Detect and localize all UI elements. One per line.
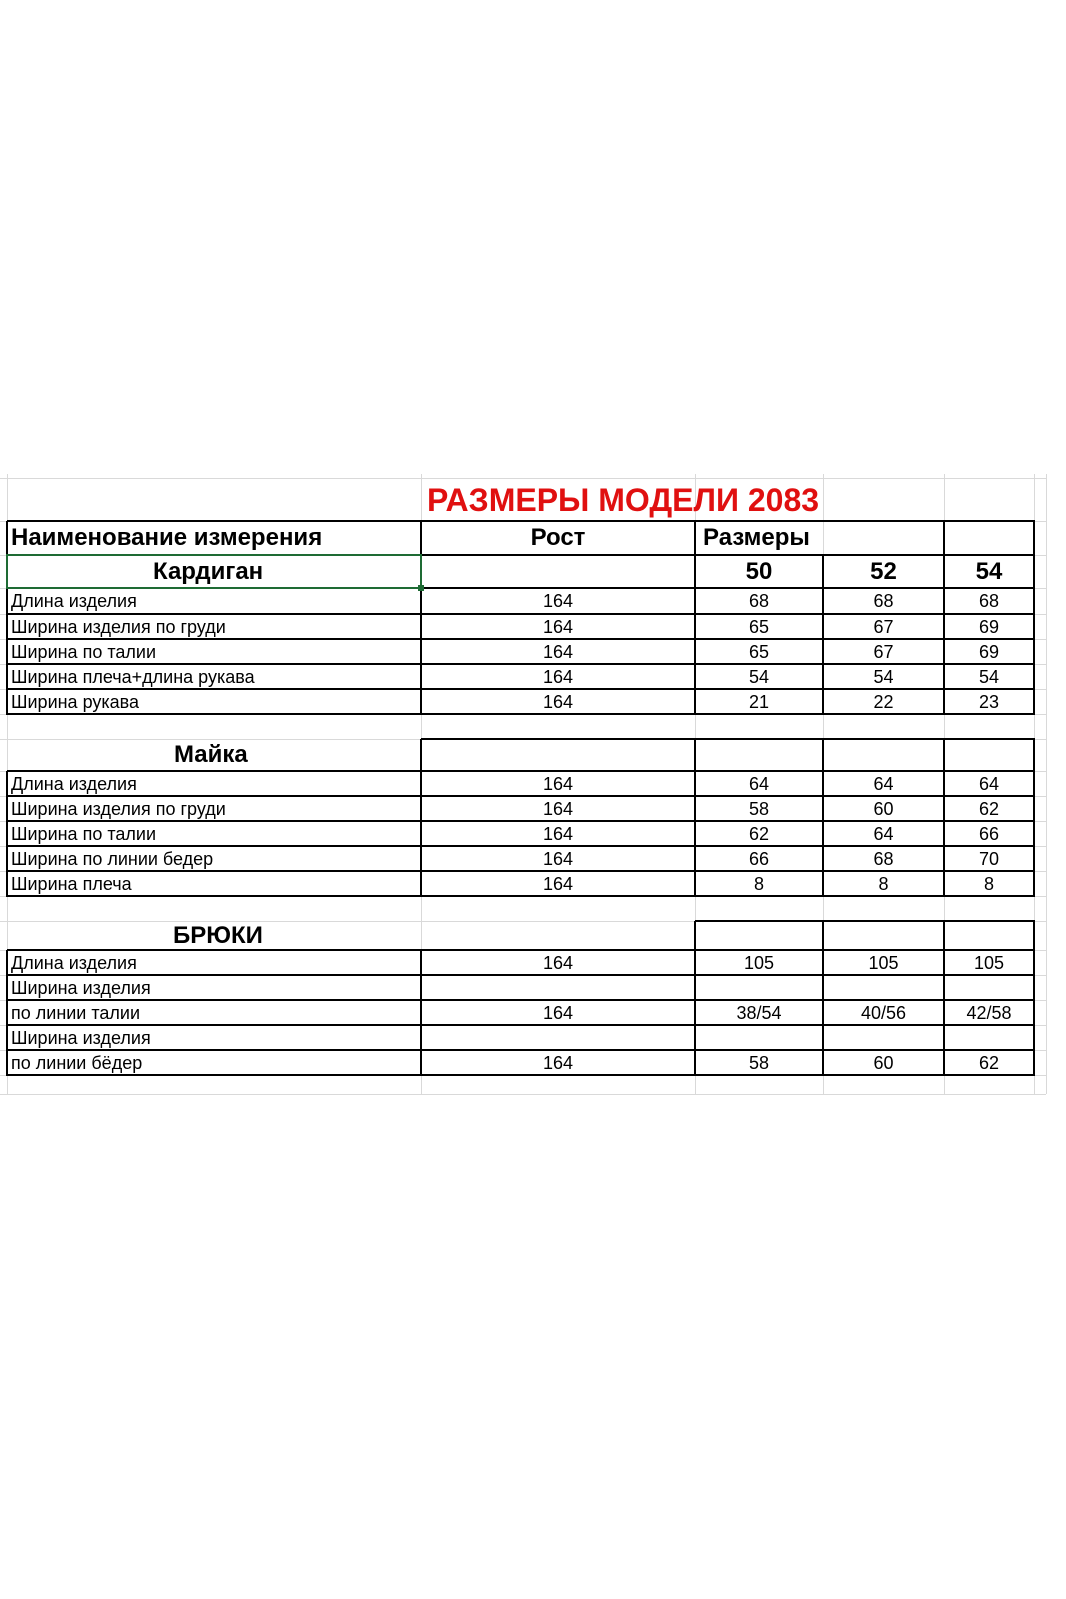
size-value[interactable]: 64 [873, 773, 894, 794]
header-sizes-label[interactable]: Размеры [703, 524, 810, 551]
height-value[interactable] [421, 975, 695, 1000]
table-border-h [7, 520, 1035, 522]
size-value[interactable]: 60 [873, 1052, 894, 1073]
measurement-label[interactable]: Ширина по линии бедер [11, 848, 214, 869]
table-border-h [7, 895, 1035, 897]
table-border-h [7, 845, 1035, 847]
size-value[interactable]: 66 [748, 848, 770, 869]
table-border-h [7, 663, 1035, 665]
size-header[interactable]: 54 [975, 557, 1003, 585]
size-value[interactable]: 69 [978, 616, 1000, 637]
height-value[interactable]: 164 [542, 641, 574, 662]
table-border-v [822, 555, 824, 715]
table-border-h [7, 638, 1035, 640]
measurement-label[interactable]: по линии бёдер [11, 1052, 143, 1073]
table-border-h [7, 974, 1035, 976]
table-border-h [7, 795, 1035, 797]
size-header[interactable]: 50 [745, 557, 773, 585]
size-value[interactable]: 58 [748, 1052, 770, 1073]
table-border-v [420, 739, 422, 897]
size-value[interactable] [944, 975, 1034, 1000]
height-value[interactable]: 164 [542, 798, 574, 819]
size-value[interactable]: 60 [873, 798, 894, 819]
section-name[interactable]: Майка [174, 741, 248, 768]
size-value[interactable]: 23 [978, 691, 1000, 712]
size-value[interactable]: 64 [978, 773, 1000, 794]
size-value[interactable]: 65 [748, 616, 770, 637]
gridline-v [1046, 474, 1047, 1094]
table-border-h [7, 770, 1035, 772]
height-value[interactable]: 164 [542, 773, 574, 794]
measurement-label[interactable]: по линии талии [11, 1002, 141, 1023]
table-border-h [695, 920, 1035, 922]
size-value[interactable]: 64 [873, 823, 894, 844]
size-value[interactable]: 54 [873, 666, 894, 687]
size-value[interactable]: 8 [878, 873, 889, 894]
measurement-label[interactable]: Ширина изделия по груди [11, 616, 226, 637]
height-value[interactable]: 164 [542, 952, 574, 973]
table-border-h [7, 1049, 1035, 1051]
size-value[interactable]: 67 [873, 641, 894, 662]
size-value[interactable]: 68 [978, 591, 1000, 611]
size-value[interactable]: 8 [983, 873, 994, 894]
measurement-label[interactable]: Ширина рукава [11, 691, 140, 712]
header-name-label[interactable]: Наименование измерения [11, 524, 323, 551]
measurement-label[interactable]: Ширина изделия по груди [11, 798, 226, 819]
measurement-label[interactable]: Длина изделия [11, 952, 137, 973]
table-border-v [943, 739, 945, 897]
size-value[interactable]: 62 [748, 823, 770, 844]
measurement-label[interactable]: Ширина изделия [11, 977, 151, 998]
table-border-h [7, 713, 1035, 715]
height-value[interactable]: 164 [542, 591, 574, 611]
height-value[interactable]: 164 [542, 823, 574, 844]
size-value[interactable]: 67 [873, 616, 894, 637]
table-border-v [420, 521, 422, 715]
size-value[interactable]: 54 [978, 666, 1000, 687]
table-border-v [6, 521, 8, 715]
size-value[interactable] [823, 1025, 944, 1050]
size-value[interactable]: 66 [978, 823, 1000, 844]
size-value[interactable]: 22 [873, 691, 894, 712]
size-value[interactable]: 42/58 [966, 1002, 1012, 1023]
table-border-v [420, 950, 422, 1076]
table-border-v [6, 950, 8, 1076]
size-value[interactable]: 58 [748, 798, 770, 819]
section-name[interactable]: Кардиган [153, 557, 264, 585]
measurement-label[interactable]: Ширина по талии [11, 641, 156, 662]
table-border-h [7, 820, 1035, 822]
gridline-h [0, 1094, 1046, 1095]
size-value[interactable]: 68 [748, 591, 770, 611]
active-cell-selection[interactable] [6, 554, 422, 589]
size-value[interactable]: 68 [873, 591, 894, 611]
table-border-h [7, 999, 1035, 1001]
table-border-h [7, 949, 1035, 951]
size-value[interactable]: 38/54 [736, 1002, 782, 1023]
size-value[interactable]: 105 [743, 952, 775, 973]
sheet-title[interactable]: РАЗМЕРЫ МОДЕЛИ 2083 [427, 481, 820, 518]
table-border-v [943, 521, 945, 715]
size-value[interactable] [695, 1025, 823, 1050]
size-value[interactable]: 64 [748, 773, 770, 794]
height-value[interactable]: 164 [542, 848, 574, 869]
size-value[interactable]: 105 [868, 952, 899, 973]
measurement-label[interactable]: Длина изделия [11, 591, 137, 611]
size-value[interactable] [944, 1025, 1034, 1050]
size-value[interactable]: 54 [748, 666, 770, 687]
table-border-v [1033, 739, 1035, 897]
size-value[interactable] [695, 975, 823, 1000]
size-value[interactable]: 69 [978, 641, 1000, 662]
fill-handle[interactable] [418, 585, 424, 591]
table-border-v [694, 521, 696, 715]
height-value[interactable]: 164 [542, 691, 574, 712]
size-value[interactable]: 68 [873, 848, 894, 869]
table-border-h [7, 688, 1035, 690]
table-border-v [6, 771, 8, 897]
header-height-label[interactable]: Рост [530, 524, 586, 551]
size-value[interactable] [823, 975, 944, 1000]
height-value[interactable]: 164 [542, 1002, 574, 1023]
size-value[interactable]: 62 [978, 1052, 1000, 1073]
size-value[interactable]: 105 [973, 952, 1005, 973]
table-border-h [7, 1074, 1035, 1076]
table-border-h [7, 1024, 1035, 1026]
height-value[interactable] [421, 1025, 695, 1050]
measurement-label[interactable]: Ширина плеча [11, 873, 132, 894]
table-border-v [822, 739, 824, 897]
size-value[interactable]: 8 [753, 873, 764, 894]
height-value[interactable]: 164 [542, 1052, 574, 1073]
table-border-v [694, 739, 696, 897]
size-value[interactable]: 65 [748, 641, 770, 662]
size-header[interactable]: 52 [870, 557, 897, 585]
height-value[interactable]: 164 [542, 873, 574, 894]
size-value[interactable]: 62 [978, 798, 1000, 819]
table-border-h [7, 870, 1035, 872]
section-name[interactable]: БРЮКИ [173, 921, 263, 949]
size-value[interactable]: 21 [748, 691, 770, 712]
table-border-h [7, 613, 1035, 615]
measurement-label[interactable]: Ширина по талии [11, 823, 156, 844]
size-value[interactable]: 40/56 [860, 1002, 907, 1023]
height-value[interactable]: 164 [542, 666, 574, 687]
measurement-label[interactable]: Ширина изделия [11, 1027, 151, 1048]
size-value[interactable]: 70 [978, 848, 1000, 869]
height-value[interactable]: 164 [542, 616, 574, 637]
table-border-v [1033, 521, 1035, 715]
measurement-label[interactable]: Ширина плеча+длина рукава [11, 666, 255, 687]
measurement-label[interactable]: Длина изделия [11, 773, 137, 794]
